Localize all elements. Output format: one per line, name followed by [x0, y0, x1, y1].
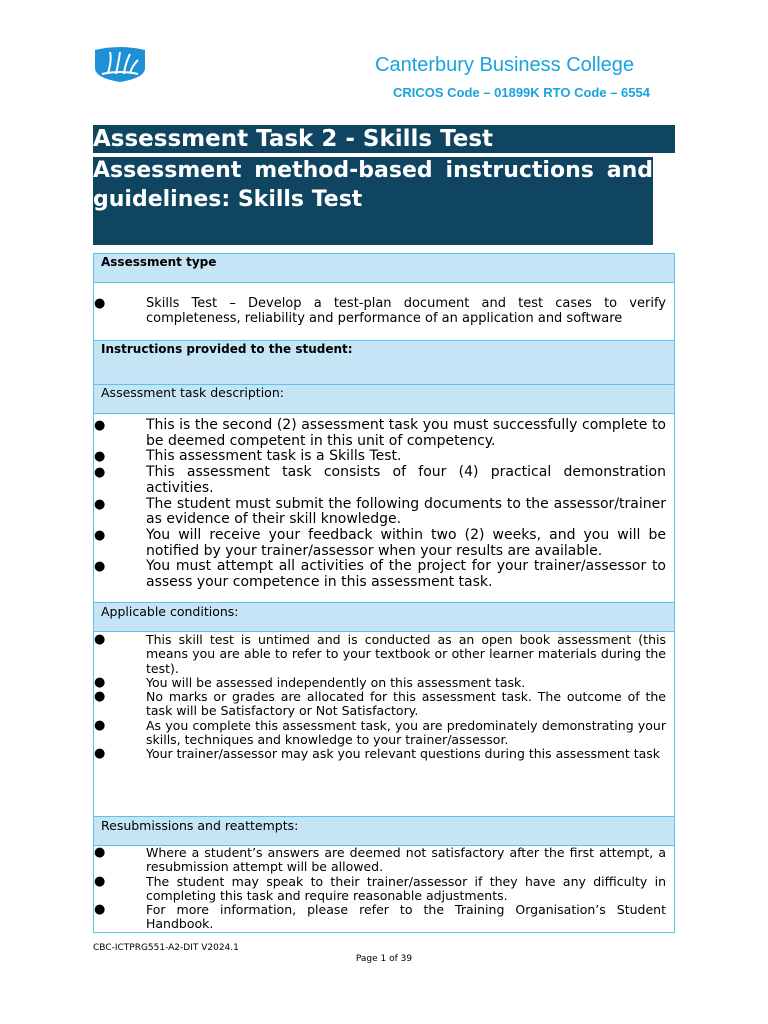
- bullet-icon: ●: [94, 559, 106, 575]
- description-header: Assessment task description:: [94, 385, 674, 414]
- list-item: [94, 449, 674, 465]
- bullet-icon: ●: [94, 717, 106, 733]
- resubmissions-cell: [94, 846, 674, 932]
- registration-codes: CRICOS Code – 01899K RTO Code – 6554: [393, 85, 650, 100]
- list-item: [94, 846, 674, 875]
- bullet-icon: ●: [94, 449, 106, 465]
- bullet-icon: ●: [94, 527, 106, 543]
- page-number: Page 1 of 39: [355, 954, 413, 964]
- list-item-text: You must attempt all activities of the project for your trainer/assessor to assess your competence in this assessment task.: [146, 558, 666, 591]
- description-list: [94, 418, 674, 591]
- resubmissions-list: [94, 846, 674, 932]
- resubmissions-header: Resubmissions and reattempts:: [94, 817, 674, 846]
- instructions-table: [93, 253, 675, 933]
- list-item: [94, 747, 674, 761]
- bullet-icon: ●: [94, 746, 106, 762]
- bullet-icon: ●: [94, 689, 106, 705]
- list-item-text: Your trainer/assessor may ask you relevant questions during this assessment task: [146, 746, 661, 762]
- bullet-icon: ●: [94, 845, 106, 860]
- list-item-text: Where a student’s answers are deemed not satisfactory after the first attempt, a resubmission attempt will be allowed.: [146, 845, 666, 875]
- conditions-list: [94, 633, 674, 762]
- list-item-text: Skills Test – Develop a test-plan document and test cases to verify completeness, reliability and performance of an application and software: [146, 296, 666, 326]
- list-item-text: The student may speak to their trainer/assessor if they have any difficulty in completing this task and require reasonable adjustments.: [146, 873, 666, 903]
- list-item: [94, 418, 674, 449]
- college-name: Canterbury Business College: [375, 54, 635, 76]
- list-item: [94, 875, 674, 904]
- document-code: CBC-ICTPRG551-A2-DIT V2024.1: [93, 943, 239, 953]
- list-item-text: This skill test is untimed and is conducted as an open book assessment (this means you are able to refer to your textbook or other learner materials during the test).: [146, 632, 666, 676]
- conditions-cell: [94, 632, 674, 817]
- bullet-icon: ●: [94, 465, 106, 481]
- conditions-header: Applicable conditions:: [94, 603, 674, 632]
- list-item-text: You will receive your feedback within two (2) weeks, and you will be notified by your trainer/assessor when your results are available.: [146, 526, 666, 559]
- task-title-banner: [93, 125, 675, 153]
- college-logo: [94, 46, 146, 82]
- assessment-type-list: [94, 297, 674, 326]
- list-item: [94, 559, 674, 590]
- list-item-text: The student must submit the following documents to the assessor/trainer as evidence of their skill knowledge.: [146, 495, 666, 528]
- bullet-icon: ●: [94, 296, 106, 311]
- assessment-type-cell: [94, 283, 674, 341]
- bullet-icon: ●: [94, 496, 106, 512]
- bullet-icon: ●: [94, 873, 106, 889]
- bullet-icon: ●: [94, 674, 106, 690]
- instructions-header: Instructions provided to the student:: [94, 341, 674, 385]
- list-item: [94, 465, 674, 496]
- bullet-icon: ●: [94, 902, 106, 918]
- bullet-icon: ●: [94, 418, 106, 433]
- description-cell: [94, 414, 674, 603]
- list-item: [94, 633, 674, 676]
- list-item-text: No marks or grades are allocated for this assessment task. The outcome of the task will be Satisfactory or Not Satisfactory.: [146, 689, 666, 719]
- list-item-text: This assessment task consists of four (4) practical demonstration activities.: [146, 464, 666, 496]
- list-item-text: This is the second (2) assessment task you must successfully complete to be deemed competent in this unit of competency.: [146, 417, 666, 449]
- list-item: [94, 903, 674, 932]
- assessment-type-header: Assessment type: [94, 254, 674, 283]
- list-item-text: This assessment task is a Skills Test.: [146, 448, 402, 465]
- list-item: [94, 497, 674, 528]
- task-title: Assessment Task 2 - Skills Test: [93, 126, 494, 152]
- list-item: [94, 676, 674, 690]
- list-item-text: You will be assessed independently on this assessment task.: [146, 674, 526, 690]
- bullet-icon: ●: [94, 632, 106, 647]
- list-item: [94, 719, 674, 748]
- method-title: Assessment method-based instructions and guidelines: Skills Test: [93, 157, 653, 245]
- list-item-text: For more information, please refer to the Training Organisation’s Student Handbook.: [146, 902, 666, 932]
- list-item: [94, 297, 674, 326]
- list-item: [94, 690, 674, 719]
- list-item-text: As you complete this assessment task, you are predominately demonstrating your skills, techniques and knowledge to your trainer/assessor.: [146, 717, 666, 748]
- list-item: [94, 528, 674, 559]
